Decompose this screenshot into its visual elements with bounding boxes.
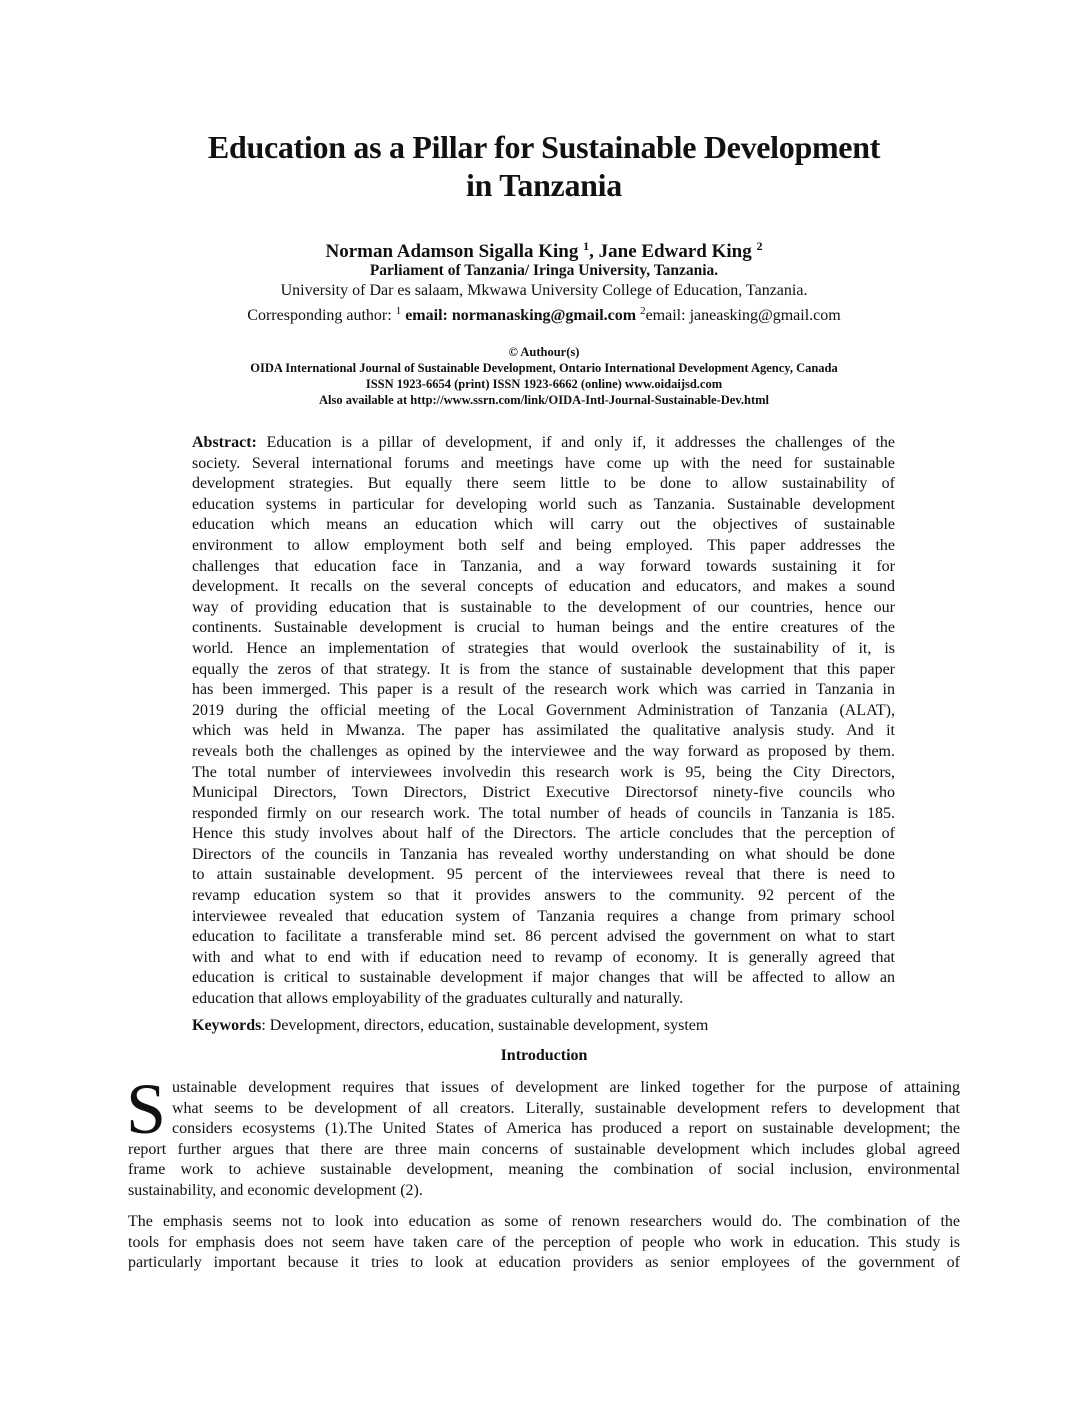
abstract-line: Abstract: Education is a pillar of development, if and only if, it addresses the challenges of the (192, 434, 895, 451)
abstract-line: 2019 during the official meeting of the Local Government Administration of Tanzania (ALAT), (192, 701, 895, 719)
title-line-1: Education as a Pillar for Sustainable Development (207, 129, 881, 165)
abstract-line: interviewee revealed that education system of Tanzania requires a change from primary school (192, 907, 895, 925)
affiliation-1: Parliament of Tanzania/ Iringa University, Tanzania. (369, 262, 719, 279)
copyright-line: © Authour(s) (508, 345, 580, 359)
author-list (130, 234, 958, 264)
email-2[interactable]: email: janeasking@gmail.com (645, 307, 841, 324)
paragraph-line: frame work to achieve sustainable development, meaning the combination of social inclusion, environmental (128, 1161, 960, 1179)
corresponding-label: Corresponding author: (247, 307, 396, 324)
paragraph-line: sustainability, and economic development (2). (128, 1181, 423, 1199)
abstract-line: equally the zeros of that strategy. It is from the stance of sustainable development that this paper (192, 660, 895, 678)
abstract-line: revamp education system so that it provides answers to the community. 92 percent of the (192, 887, 895, 905)
intro-paragraph-1 (126, 1069, 960, 1202)
abstract-line: reveals both the challenges as opined by the interviewee and the way forward as proposed by them. (192, 742, 895, 760)
paragraph-line: ustainable development requires that issues of development are linked together for the purpose of attaining (172, 1079, 960, 1096)
abstract-line: education which means an education which will carry out the objectives of sustainable (192, 516, 895, 534)
abstract-line: with and what to end with if education need to revamp of economy. It is generally agreed that (192, 948, 895, 966)
section-heading-introduction: Introduction (500, 1047, 588, 1064)
abstract-line: development strategies. But equally there seem little to be done to allow sustainability of (192, 475, 895, 493)
paragraph-line: tools for emphasis does not seem have taken care of the perception of people who work in education. This study is (128, 1233, 960, 1251)
abstract-line: education is critical to sustainable development if major changes that will be affected to allow an (192, 969, 895, 987)
email-1[interactable]: email: normanasking@gmail.com (401, 307, 641, 324)
corresponding-author (130, 301, 958, 326)
abstract-line: continents. Sustainable development is crucial to human beings and the entire creatures of the (192, 619, 895, 637)
author-2-affil-mark: 2 (756, 239, 763, 253)
abstract-line: society. Several international forums and meetings have come up with the need for sustainable (192, 454, 895, 472)
abstract-line: world. Hence an implementation of strategies that would overlook the sustainability of it, is (192, 639, 895, 657)
keywords (192, 1016, 895, 1036)
email-2-mark: 2 (640, 305, 646, 317)
abstract-line: responded firmly on our research work. The total number of heads of councils in Tanzania is 185. (192, 804, 895, 822)
author-1-affil-mark: 1 (583, 239, 590, 253)
abstract-line: which was held in Mwanza. The paper has assimilated the qualitative analysis study. And it (192, 722, 895, 740)
abstract-line: education systems in particular for developing world such as Tanzania. Sustainable development (192, 495, 895, 513)
abstract-label: Abstract: (192, 434, 257, 451)
abstract-line: development. It recalls on the several concepts of education and educators, and makes a sound (192, 578, 895, 596)
abstract-line: challenges that education face in Tanzania, and a way forward towards sustaining it for (192, 557, 895, 575)
paragraph-line: particularly important because it tries to look at education providers as senior employees of the government of (128, 1254, 960, 1272)
keywords-text: : Development, directors, education, sustainable development, system (261, 1017, 709, 1034)
abstract-line: The total number of interviewees involvedin this research work is 95, being the City Directors, (192, 763, 895, 781)
abstract-line: has been immerged. This paper is a result of the research work which was carried in Tanzania in (192, 681, 895, 699)
author-separator: , Jane Edward King (589, 241, 757, 262)
title-line-2: in Tanzania (466, 167, 622, 203)
availability-line: Also available at http://www.ssrn.com/link/OIDA-Intl-Journal-Sustainable-Dev.html (318, 393, 770, 407)
issn-line: ISSN 1923-6654 (print) ISSN 1923-6662 (online) www.oidaijsd.com (365, 377, 723, 391)
drop-cap: S (126, 1069, 167, 1149)
abstract-line: Hence this study involves about half of the Directors. The article concludes that the perception of (192, 825, 895, 843)
paragraph-line: considers ecosystems (1).The United States of America has produced a report on sustainable development; the (172, 1120, 960, 1138)
abstract-line: to attain sustainable development. 95 percent of the interviewees reveal that there is need to (192, 866, 895, 884)
email-1-mark: 1 (395, 305, 402, 317)
abstract-line: Municipal Directors, Town Directors, District Executive Directorsof ninety-five councils who (192, 784, 895, 802)
journal-meta (130, 344, 958, 408)
abstract-line: education to facilitate a transferable mind set. 86 percent advised the government on what to start (192, 928, 895, 946)
abstract-line: Directors of the councils in Tanzania has revealed worthy understanding on what should be done (192, 845, 895, 863)
keywords-label: Keywords (192, 1017, 262, 1034)
paragraph-line: The emphasis seems not to look into education as some of renown researchers would do. The combination of the (128, 1213, 960, 1230)
paragraph-line: what seems to be development of all creators. Literally, sustainable development refers to development that (172, 1099, 960, 1117)
paper-title (130, 128, 958, 204)
abstract (192, 433, 895, 1010)
journal-line: OIDA International Journal of Sustainable Development, Ontario International Development Agency, Canada (250, 361, 838, 375)
author-1: Norman Adamson Sigalla King (325, 241, 584, 262)
affiliation-2: University of Dar es salaam, Mkwawa University College of Education, Tanzania. (280, 282, 808, 299)
abstract-line: education that allows employability of the graduates culturally and naturally. (192, 990, 684, 1008)
abstract-line: way of providing education that is sustainable to the development of our countries, hence our (192, 598, 895, 616)
paragraph-line: report further argues that there are three main concerns of sustainable development which includes global agreed (128, 1140, 960, 1158)
abstract-line: environment to allow employment both self and being employed. This paper addresses the (192, 536, 895, 554)
intro-paragraph-2 (128, 1212, 960, 1274)
